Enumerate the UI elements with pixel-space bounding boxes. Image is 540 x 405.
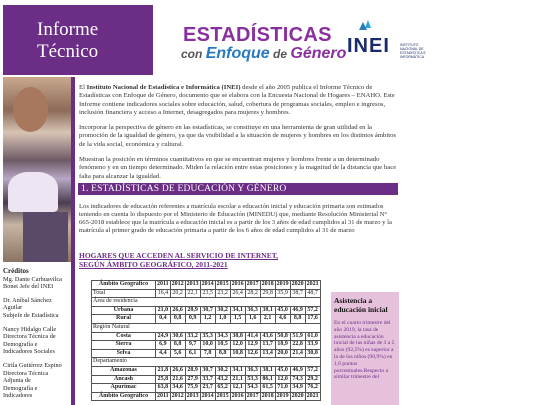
table-row-label: Apurimac xyxy=(92,384,156,393)
table-row-label: Amazonas xyxy=(92,366,156,375)
table-cell: 12,0 xyxy=(230,341,245,350)
table-cell: 53,3 xyxy=(245,375,260,384)
table-cell: 6,1 xyxy=(185,349,200,358)
table-cell: 34,3 xyxy=(215,332,230,341)
inei-logo-subtitle: INSTITUTO NACIONAL DE ESTADÍSTICA E INFORMÁTICA xyxy=(400,43,426,59)
sidebox-education xyxy=(331,292,399,405)
table-header-year: 2011 xyxy=(156,281,171,290)
section-heading-education: 1. ESTADÍSTICAS DE EDUCACIÓN Y GÉNERO xyxy=(78,183,398,195)
table-cell: 9,7 xyxy=(185,341,200,350)
table-cell: 2014 xyxy=(200,392,215,401)
table-cell: 23,2 xyxy=(215,289,230,298)
table-cell: 71,0 xyxy=(275,384,290,393)
table-cell: 46,9 xyxy=(290,366,305,375)
table-cell: 18,9 xyxy=(275,341,290,350)
table-cell: 43,6 xyxy=(260,332,275,341)
table-cell: 30,2 xyxy=(215,366,230,375)
table-cell: 10,0 xyxy=(200,341,215,350)
internet-table-title: HOGARES QUE ACCEDEN AL SERVICIO DE INTERNET, SEGÚN ÁMBITO GEOGRÁFICO, 2011-2021 xyxy=(79,251,279,269)
table-cell: 2016 xyxy=(230,392,245,401)
table-header-row xyxy=(92,281,321,290)
table-cell: 20,2 xyxy=(170,289,185,298)
table-row-label: Ámbito Geográfico xyxy=(92,392,156,401)
table-cell: 22,8 xyxy=(290,341,305,350)
table-cell: 46,9 xyxy=(290,306,305,315)
table-cell: 20,0 xyxy=(275,349,290,358)
table-cell: 1,2 xyxy=(200,315,215,324)
table-header-year: 2014 xyxy=(200,281,215,290)
table-cell: 21,8 xyxy=(156,366,171,375)
table-cell: 45,0 xyxy=(275,306,290,315)
logo-enfoque: Enfoque xyxy=(205,45,270,62)
table-cell: 2017 xyxy=(245,392,260,401)
table-cell: 1,0 xyxy=(215,315,230,324)
table-cell: 33,2 xyxy=(185,332,200,341)
table-row xyxy=(92,306,321,315)
table-cell: 36,3 xyxy=(245,366,260,375)
logo-de: de xyxy=(273,47,288,61)
table-cell: 5,6 xyxy=(170,349,185,358)
table-cell: 2018 xyxy=(260,392,275,401)
table-row xyxy=(92,384,321,393)
table-cell: 12,6 xyxy=(245,349,260,358)
table-header-year: 2017 xyxy=(245,281,260,290)
table-cell: 1,6 xyxy=(245,315,260,324)
table-header-year: 2012 xyxy=(170,281,185,290)
table-cell: 26,6 xyxy=(170,306,185,315)
intro-paragraph-2: Incorporar la perspectiva de género en las estadísticas, se constituye en una herramienta de gran utilidad en la promoción de la igualdad de género, ya que da visibilidad a la situación de mujeres y hombres en los distintos ámbitos de la vida social, económica y cultural. xyxy=(79,124,397,148)
credit-entry: Cirila Gutiérrez Espino Directora Técnica Adjunta de Demografía e Indicadores xyxy=(3,361,62,400)
table-cell: 2021 xyxy=(305,392,320,401)
table-header-year: 2018 xyxy=(260,281,275,290)
table-row xyxy=(92,323,321,332)
table-cell: 23,5 xyxy=(200,289,215,298)
table-cell: 61,5 xyxy=(260,384,275,393)
table-cell: 28,2 xyxy=(245,289,260,298)
table-cell: 54,3 xyxy=(245,384,260,393)
table-cell: 76,2 xyxy=(305,384,320,393)
table-cell: 24,9 xyxy=(156,332,171,341)
table-row-label: Ancash xyxy=(92,375,156,384)
credits-heading: Créditos xyxy=(3,267,29,275)
logo-con: con xyxy=(181,47,203,61)
table-cell: 38,8 xyxy=(230,332,245,341)
table-row xyxy=(92,341,321,350)
logo-genero: Género xyxy=(290,45,347,62)
table-cell: 45,0 xyxy=(275,366,290,375)
table-cell: 36,3 xyxy=(245,306,260,315)
table-cell: 34,1 xyxy=(230,306,245,315)
table-cell: 13,4 xyxy=(260,349,275,358)
table-cell: 10,8 xyxy=(230,349,245,358)
table-cell: 28,9 xyxy=(185,306,200,315)
table-cell: 21,1 xyxy=(230,375,245,384)
table-cell: 4,4 xyxy=(156,349,171,358)
table-cell: 33,7 xyxy=(200,375,215,384)
table-cell: 12,9 xyxy=(245,341,260,350)
table-cell: 57,2 xyxy=(305,366,320,375)
internet-access-table xyxy=(91,280,321,401)
table-row-label: Selva xyxy=(92,349,156,358)
table-cell: 7,8 xyxy=(200,349,215,358)
table-cell: 2012 xyxy=(170,392,185,401)
inei-logo-text: INEI xyxy=(347,35,390,57)
table-header-year: 2019 xyxy=(275,281,290,290)
table-row xyxy=(92,289,321,298)
table-cell: 57,2 xyxy=(305,306,320,315)
intro-paragraph-1: El Instituto Nacional de Estadística e Informática (INEI) desde el año 2005 publica el Informe Técnico de Estadísticas con Enfoque de Género, documento que se elabora con la Encuesta Nacional de Hogares – ENAHO. Este Informe contiene indicadores sociales sobre educación, salud, cobertura de programas sociales, empleo e ingresos, inclusión financiera y acceso a Internet, desagregados para mujeres y hombres. xyxy=(79,84,395,116)
credit-entry: Nancy Hidalgo Calle Directora Técnica de Demografía e Indicadores Sociales xyxy=(3,325,57,356)
estadisticas-logo: ESTADÍSTICAS xyxy=(183,24,332,46)
table-cell: 8,8 xyxy=(290,315,305,324)
table-header-year: 2020 xyxy=(290,281,305,290)
table-cell: 33,9 xyxy=(305,341,320,350)
sidebox-text: En el cuarto trimestre del año 2019, la tasa de asistencia a educación inicial de las niñas de 3 a 5 años (92,5%) es superior a la de los niños (90,9%) en 1,6 puntos porcentuales.Respecto a similar trimestre del xyxy=(334,320,395,381)
table-cell: 38,1 xyxy=(260,306,275,315)
table-cell: 29,8 xyxy=(260,289,275,298)
table-cell: 61,0 xyxy=(305,332,320,341)
table-cell: 4,6 xyxy=(275,315,290,324)
table-cell: 65,2 xyxy=(215,384,230,393)
table-cell: 17,6 xyxy=(305,315,320,324)
table-group-label: Área de residencia xyxy=(92,298,321,307)
table-cell: 22,1 xyxy=(185,289,200,298)
table-cell: 23,7 xyxy=(200,384,215,393)
table-cell: 2013 xyxy=(185,392,200,401)
table-row xyxy=(92,332,321,341)
table-row xyxy=(92,349,321,358)
table-group-label: Región Natural xyxy=(92,323,321,332)
table-cell: 38,1 xyxy=(260,366,275,375)
table-cell: 21,0 xyxy=(156,306,171,315)
table-cell: 75,9 xyxy=(185,384,200,393)
table-header-year: 2021 xyxy=(305,281,320,290)
table-cell: 63,8 xyxy=(156,384,171,393)
table-row xyxy=(92,392,321,401)
table-cell: 30,7 xyxy=(200,366,215,375)
table-cell: 2020 xyxy=(290,392,305,401)
table-cell: 12,0 xyxy=(275,375,290,384)
sidebox-heading: Asistencia a educación inicial xyxy=(334,296,388,314)
enfoque-genero-logo xyxy=(181,45,346,63)
title-line-2: Técnico xyxy=(37,41,99,62)
table-cell: 34,1 xyxy=(230,366,245,375)
table-row xyxy=(92,358,321,367)
table-cell: 21,4 xyxy=(290,349,305,358)
table-cell: 2019 xyxy=(275,392,290,401)
table-cell: 26,6 xyxy=(170,366,185,375)
credit-entry: Mg. Dante Carhuavilca Bonet Jefe del INEI xyxy=(3,275,62,291)
table-cell: 21,6 xyxy=(170,375,185,384)
table-cell: 10,5 xyxy=(215,341,230,350)
table-cell: 30,6 xyxy=(170,332,185,341)
cover-photo xyxy=(3,77,71,262)
table-row xyxy=(92,315,321,324)
table-cell: 8,8 xyxy=(170,341,185,350)
table-cell: 30,7 xyxy=(200,306,215,315)
table-cell: 2015 xyxy=(215,392,230,401)
table-cell: 0,8 xyxy=(170,315,185,324)
table-cell: 50,8 xyxy=(275,332,290,341)
table-header-year: 2013 xyxy=(185,281,200,290)
table-cell: 25,8 xyxy=(156,375,171,384)
education-paragraph: Los indicadores de educación referentes a matrícula escolar a educación inicial y educación primaria son estimados teniendo en cuenta lo dispuesto por el Ministerio de Educación (MINEDU) que, mediante Resolución Ministerial N° 665-2018 establece que la matrícula a educación inicial es a partir de los 3 años de edad cumplidos al 31 de marzo y la matrícula al primer grado de educación primaria a partir de los 6 años de edad cumplidos al 31 de marzo xyxy=(79,203,392,234)
credit-entry: Dr. Aníbal Sánchez Aguilar Subjefe de Estadística xyxy=(3,296,59,319)
table-cell: 43,2 xyxy=(215,375,230,384)
table-cell: 1,5 xyxy=(230,315,245,324)
intro-text xyxy=(79,84,399,188)
table-cell: 35,9 xyxy=(275,289,290,298)
table-cell: 12,1 xyxy=(230,384,245,393)
table-row-label: Costa xyxy=(92,332,156,341)
table-cell: 34,6 xyxy=(170,384,185,393)
table-row xyxy=(92,298,321,307)
table-cell: 13,7 xyxy=(260,341,275,350)
table-cell: 29,2 xyxy=(305,375,320,384)
table-cell: 8,8 xyxy=(215,349,230,358)
report-title xyxy=(3,5,153,75)
table-cell: 35,3 xyxy=(200,332,215,341)
table-cell: 41,4 xyxy=(245,332,260,341)
table-cell: 27,9 xyxy=(185,375,200,384)
table-cell: 34,9 xyxy=(290,384,305,393)
vertical-divider xyxy=(71,77,75,405)
table-cell: 30,8 xyxy=(305,349,320,358)
table-cell: 28,9 xyxy=(185,366,200,375)
table-row-label: Rural xyxy=(92,315,156,324)
table-cell: 74,3 xyxy=(290,375,305,384)
table-group-label: Departamento xyxy=(92,358,321,367)
table-cell: 6,9 xyxy=(156,341,171,350)
table-header-year: 2015 xyxy=(215,281,230,290)
title-line-1: Informe xyxy=(37,19,99,40)
table-row-label: Urbana xyxy=(92,306,156,315)
table-cell: 86,1 xyxy=(260,375,275,384)
table-cell: 38,7 xyxy=(290,289,305,298)
table-header-year: 2016 xyxy=(230,281,245,290)
table-cell: 2,1 xyxy=(260,315,275,324)
table-cell: 0,4 xyxy=(156,315,171,324)
table-row xyxy=(92,366,321,375)
table-cell: 26,4 xyxy=(230,289,245,298)
table-cell: 30,2 xyxy=(215,306,230,315)
table-row xyxy=(92,375,321,384)
credits-block xyxy=(3,268,71,405)
table-cell: 16,4 xyxy=(156,289,171,298)
table-header-label: Ámbito Geográfico xyxy=(92,281,156,290)
table-row-label: Sierra xyxy=(92,341,156,350)
table-cell: 0,9 xyxy=(185,315,200,324)
intro-paragraph-3: Muestran la posición en términos cuantitativos en que se encuentran mujeres y hombres frente a un determinado fenómeno y en un tiempo determinado. Miden la relación entre estas posiciones y la magnitud de la distancia que hace falta para alcanzar la igualdad. xyxy=(79,156,397,180)
table-row-label: Total xyxy=(92,289,156,298)
table-cell: 2011 xyxy=(156,392,171,401)
table-cell: 48,7 xyxy=(305,289,320,298)
table-cell: 51,9 xyxy=(290,332,305,341)
